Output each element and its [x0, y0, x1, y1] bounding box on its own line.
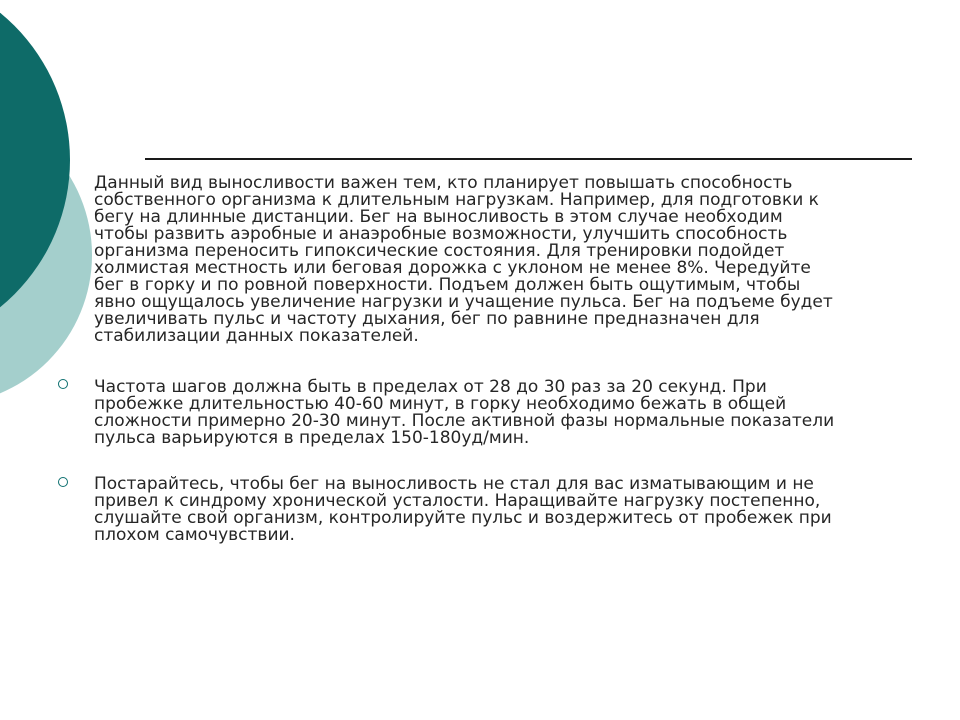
hollow-circle-bullet-icon [58, 379, 68, 389]
paragraph-fatigue-advice: Постарайтесь, чтобы бег на выносливость не стал для вас изматывающим и не привел к синдрому хронической усталости. Наращивайте нагрузку постепенно, слушайте свой организм, контролируйте пульс и воздержитесь от пробежек при плохом самочувствии. [94, 474, 832, 545]
paragraph-endurance-intro: Данный вид выносливости важен тем, кто планирует повышать способность собственного организма к длительным нагрузкам. Например, для подготовки к бегу на длинные дистанции. Бег на выносливость в этом случае необходим чтобы развить аэробные и анаэробные возможности, улучшить способность организма переносить гипоксические состояния. Для тренировки подойдет холмистая местность или беговая дорожка с уклоном не менее 8%. Чередуйте бег в горку и по ровной поверхности. Подъем должен быть ощутимым, чтобы явно ощущалось увеличение нагрузки и учащение пульса. Бег на подъеме будет увеличивать пульс и частоту дыхания, бег по равнине предназначен для стабилизации данных показателей. [94, 173, 833, 346]
hollow-circle-bullet-icon [58, 477, 68, 487]
title-divider-line [145, 158, 912, 160]
paragraph-step-frequency: Частота шагов должна быть в пределах от 28 до 30 раз за 20 секунд. При пробежке длительностью 40-60 минут, в горку необходимо бежать в общей сложности примерно 20-30 минут. После активной фазы нормальные показатели пульса варьируются в пределах 150-180уд/мин. [94, 377, 835, 448]
